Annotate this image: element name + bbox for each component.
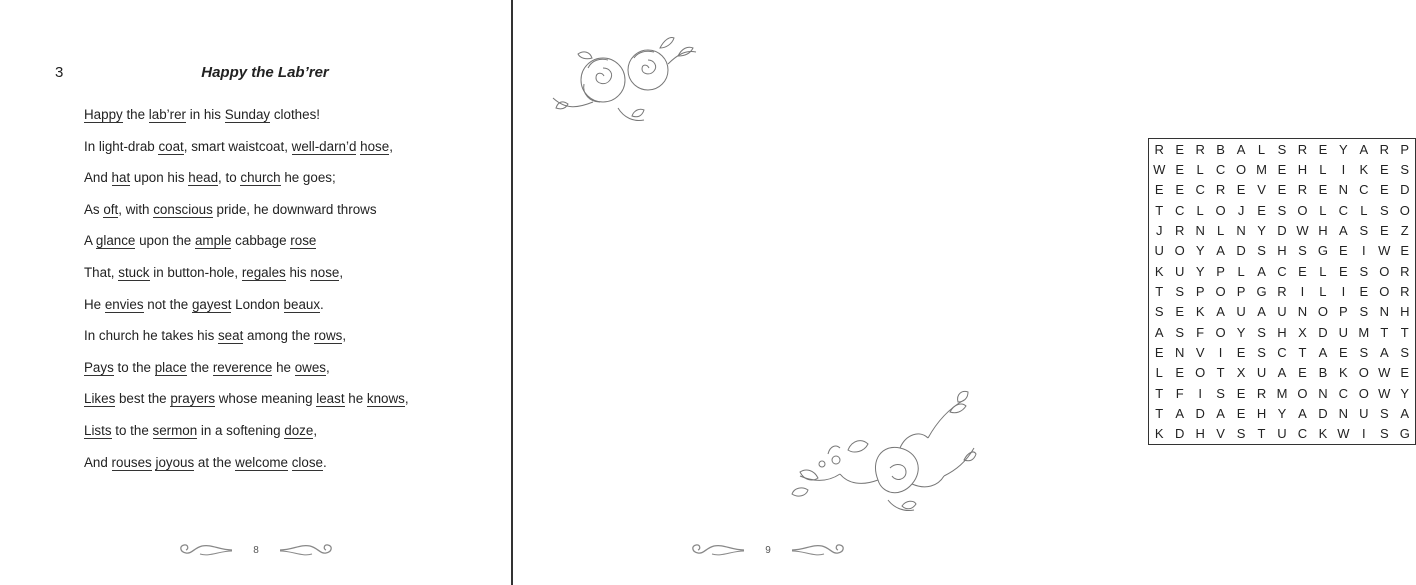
poem-text: . bbox=[320, 296, 324, 312]
grid-letter: N bbox=[1338, 405, 1349, 421]
poem-line bbox=[84, 136, 409, 168]
right-flourish-icon bbox=[278, 540, 338, 560]
grid-letter: T bbox=[1216, 365, 1225, 381]
hidden-word: well-darn’d bbox=[291, 138, 357, 154]
poem-text: In church he takes his bbox=[84, 328, 218, 344]
grid-letter: E bbox=[1379, 222, 1389, 238]
poem-text: , bbox=[389, 138, 393, 154]
grid-letter: A bbox=[1154, 324, 1164, 340]
poem-line bbox=[84, 325, 409, 357]
grid-letter: L bbox=[1155, 365, 1163, 381]
page-number: 9 bbox=[765, 545, 771, 556]
grid-letter: O bbox=[1195, 365, 1206, 381]
grid-letter: E bbox=[1175, 304, 1185, 320]
poem-text: That, bbox=[84, 264, 119, 280]
grid-letter: D bbox=[1318, 405, 1328, 421]
grid-letter: A bbox=[1257, 263, 1266, 279]
grid-letter: Y bbox=[1257, 222, 1266, 238]
grid-letter: Y bbox=[1339, 141, 1348, 157]
grid-letter: R bbox=[1174, 222, 1185, 238]
grid-letter: A bbox=[1379, 344, 1389, 360]
poem-text: , bbox=[325, 359, 330, 375]
grid-letter: C bbox=[1195, 182, 1205, 198]
hidden-word: rose bbox=[290, 233, 317, 249]
grid-letter: W bbox=[1337, 426, 1350, 442]
hidden-word: gayest bbox=[191, 296, 232, 312]
grid-letter: E bbox=[1400, 243, 1410, 259]
grid-letter: B bbox=[1318, 365, 1328, 381]
hidden-word: Pays bbox=[84, 359, 114, 375]
grid-letter: S bbox=[1257, 344, 1266, 360]
grid-letter: E bbox=[1379, 182, 1389, 198]
grid-letter: E bbox=[1277, 161, 1287, 177]
grid-letter: S bbox=[1257, 243, 1266, 259]
grid-letter: B bbox=[1216, 141, 1225, 157]
grid-letter: N bbox=[1338, 182, 1349, 198]
right-page-folio bbox=[658, 540, 878, 566]
grid-letter: R bbox=[1195, 141, 1205, 157]
grid-letter: H bbox=[1318, 222, 1328, 238]
grid-letter: R bbox=[1379, 141, 1389, 157]
grid-letter: L bbox=[1257, 141, 1266, 157]
poem-text: he bbox=[272, 359, 295, 375]
grid-letter: R bbox=[1154, 141, 1164, 157]
poem-line bbox=[84, 104, 409, 136]
grid-letter: H bbox=[1400, 304, 1410, 320]
grid-letter: Y bbox=[1195, 263, 1205, 279]
hidden-word: nose bbox=[310, 264, 340, 280]
grid-letter: E bbox=[1257, 202, 1266, 218]
grid-letter: S bbox=[1216, 385, 1225, 401]
poem-body bbox=[84, 104, 409, 483]
grid-letter: E bbox=[1298, 263, 1307, 279]
grid-letter: U bbox=[1359, 405, 1369, 421]
grid-letter: S bbox=[1277, 141, 1287, 157]
hidden-word: least bbox=[316, 391, 345, 407]
grid-letter: O bbox=[1297, 385, 1308, 401]
grid-letter: D bbox=[1318, 324, 1328, 340]
grid-letter: E bbox=[1175, 161, 1185, 177]
poem-text: the bbox=[122, 107, 149, 122]
left-page-folio bbox=[146, 540, 366, 566]
grid-letter: W bbox=[1296, 222, 1309, 238]
grid-letter: A bbox=[1359, 141, 1369, 157]
grid-letter: O bbox=[1215, 283, 1226, 299]
grid-letter: S bbox=[1400, 344, 1410, 360]
grid-letter: E bbox=[1236, 385, 1246, 401]
grid-letter: E bbox=[1379, 161, 1389, 177]
hidden-word: beaux bbox=[283, 296, 321, 312]
grid-letter: E bbox=[1359, 283, 1369, 299]
grid-letter: N bbox=[1318, 385, 1328, 401]
grid-letter: W bbox=[1153, 161, 1166, 177]
grid-letter: K bbox=[1154, 263, 1164, 279]
grid-letter: I bbox=[1341, 161, 1346, 177]
grid-letter: E bbox=[1175, 365, 1185, 381]
grid-letter: I bbox=[1341, 283, 1346, 299]
grid-letter: O bbox=[1174, 243, 1185, 259]
hidden-word: hose bbox=[360, 138, 390, 154]
grid-letter: E bbox=[1277, 182, 1287, 198]
poem-line bbox=[84, 167, 409, 199]
poem-text: in his bbox=[186, 107, 225, 122]
grid-letter: R bbox=[1277, 283, 1287, 299]
hidden-word: lab’rer bbox=[148, 107, 186, 122]
grid-letter: O bbox=[1379, 263, 1390, 279]
poem-text: , with bbox=[118, 201, 154, 217]
poem-text: And bbox=[84, 170, 112, 186]
poem-text: pride, he downward throws bbox=[212, 201, 377, 217]
grid-letter: I bbox=[1218, 344, 1223, 360]
grid-letter: S bbox=[1175, 283, 1185, 299]
poem-text: He bbox=[84, 296, 105, 312]
hidden-word: rouses bbox=[111, 454, 152, 470]
grid-letter: D bbox=[1195, 405, 1205, 421]
page-number: 8 bbox=[253, 545, 259, 556]
grid-letter: O bbox=[1215, 324, 1226, 340]
hidden-word: place bbox=[154, 359, 187, 375]
grid-letter: H bbox=[1297, 161, 1308, 177]
grid-letter: V bbox=[1257, 182, 1266, 198]
grid-letter: E bbox=[1339, 344, 1348, 360]
grid-letter: G bbox=[1256, 283, 1267, 299]
grid-letter: T bbox=[1298, 344, 1307, 360]
grid-letter: P bbox=[1400, 141, 1410, 157]
poem-text: , bbox=[339, 264, 344, 280]
grid-letter: H bbox=[1256, 405, 1267, 421]
grid-letter: S bbox=[1298, 243, 1307, 259]
grid-letter: W bbox=[1378, 385, 1391, 401]
grid-letter: S bbox=[1359, 344, 1369, 360]
grid-letter: T bbox=[1155, 202, 1164, 218]
right-page bbox=[513, 0, 1410, 585]
grid-letter: T bbox=[1155, 405, 1164, 421]
grid-letter: G bbox=[1399, 426, 1410, 442]
grid-letter: C bbox=[1338, 385, 1349, 401]
hidden-word: close bbox=[291, 454, 323, 470]
poem-text: the bbox=[186, 359, 213, 375]
grid-letter: T bbox=[1257, 426, 1266, 442]
grid-letter: U bbox=[1338, 324, 1349, 340]
grid-letter: U bbox=[1236, 304, 1246, 320]
hidden-word: sermon bbox=[152, 422, 198, 438]
poem-text: clothes! bbox=[270, 107, 320, 122]
grid-letter: O bbox=[1358, 385, 1369, 401]
grid-letter: E bbox=[1236, 405, 1246, 421]
grid-letter: C bbox=[1338, 202, 1349, 218]
grid-letter: C bbox=[1174, 202, 1185, 218]
poem-text: among the bbox=[243, 328, 315, 344]
hidden-word: coat bbox=[158, 138, 184, 154]
hidden-word: seat bbox=[217, 328, 244, 344]
grid-letter: U bbox=[1154, 243, 1164, 259]
poem-line bbox=[84, 388, 409, 420]
poem-line bbox=[84, 420, 409, 452]
grid-letter: U bbox=[1174, 263, 1185, 279]
grid-letter: O bbox=[1399, 202, 1410, 218]
poem-text: A bbox=[84, 233, 96, 249]
grid-letter: H bbox=[1195, 426, 1205, 442]
hidden-word: envies bbox=[104, 296, 144, 312]
grid-letter: E bbox=[1298, 365, 1307, 381]
hidden-word: knows bbox=[366, 391, 405, 407]
poem-number: 3 bbox=[55, 64, 64, 81]
grid-letter: W bbox=[1378, 365, 1391, 381]
hidden-word: prayers bbox=[170, 391, 216, 407]
grid-letter: Z bbox=[1400, 222, 1409, 238]
grid-letter: Y bbox=[1277, 405, 1287, 421]
grid-letter: D bbox=[1277, 222, 1287, 238]
grid-letter: C bbox=[1297, 426, 1308, 442]
grid-letter: P bbox=[1195, 283, 1205, 299]
grid-letter: O bbox=[1297, 202, 1308, 218]
poem-text: not the bbox=[143, 296, 192, 312]
grid-letter: L bbox=[1319, 161, 1327, 177]
grid-letter: E bbox=[1175, 141, 1185, 157]
grid-letter: P bbox=[1236, 283, 1246, 299]
hidden-word: Lists bbox=[84, 422, 112, 438]
hidden-word: conscious bbox=[153, 201, 213, 217]
grid-letter: A bbox=[1236, 141, 1246, 157]
grid-letter: V bbox=[1195, 344, 1205, 360]
grid-letter: K bbox=[1318, 426, 1328, 442]
word-search-grid bbox=[1148, 138, 1416, 445]
poem-text: to the bbox=[113, 359, 155, 375]
grid-letter: L bbox=[1360, 202, 1368, 218]
grid-letter: I bbox=[1198, 385, 1202, 401]
grid-letter: F bbox=[1175, 385, 1184, 401]
grid-letter: C bbox=[1215, 161, 1226, 177]
poem-text: in button-hole, bbox=[149, 264, 242, 280]
grid-letter: S bbox=[1359, 263, 1369, 279]
poem-text: upon his bbox=[130, 170, 189, 186]
grid-letter: H bbox=[1277, 324, 1287, 340]
grid-letter: L bbox=[1319, 283, 1327, 299]
grid-letter: T bbox=[1380, 324, 1389, 340]
grid-letter: E bbox=[1400, 365, 1410, 381]
poem-line bbox=[84, 357, 409, 389]
poem-text: , to bbox=[218, 170, 241, 186]
poem-text: . bbox=[323, 454, 327, 470]
grid-letter: W bbox=[1378, 243, 1391, 259]
grid-letter: Y bbox=[1195, 243, 1205, 259]
hidden-word: regales bbox=[241, 264, 286, 280]
grid-letter: R bbox=[1215, 182, 1226, 198]
grid-letter: T bbox=[1400, 324, 1409, 340]
grid-letter: N bbox=[1379, 304, 1389, 320]
poem-text: at the bbox=[194, 454, 236, 470]
grid-letter: T bbox=[1155, 283, 1164, 299]
grid-letter: I bbox=[1362, 243, 1366, 259]
poem-text: , bbox=[313, 422, 318, 438]
grid-letter: S bbox=[1379, 405, 1389, 421]
grid-letter: A bbox=[1216, 405, 1225, 421]
poem-line bbox=[84, 452, 409, 484]
poem-line bbox=[84, 294, 409, 326]
grid-letter: A bbox=[1175, 405, 1185, 421]
grid-letter: R bbox=[1297, 141, 1308, 157]
poem-text: , bbox=[342, 328, 347, 344]
grid-letter: A bbox=[1216, 304, 1225, 320]
hidden-word: owes bbox=[294, 359, 326, 375]
hidden-word: reverence bbox=[212, 359, 273, 375]
grid-letter: A bbox=[1216, 243, 1225, 259]
grid-letter: L bbox=[1319, 202, 1327, 218]
grid-letter: R bbox=[1297, 182, 1308, 198]
grid-letter: S bbox=[1236, 426, 1246, 442]
poem-text: In light-drab bbox=[84, 138, 159, 154]
poem-text: cabbage bbox=[231, 233, 291, 249]
grid-letter: Y bbox=[1236, 324, 1246, 340]
grid-letter: G bbox=[1317, 243, 1328, 259]
grid-letter: A bbox=[1318, 344, 1328, 360]
poem-text: best the bbox=[115, 391, 171, 407]
hidden-word: church bbox=[240, 170, 281, 186]
poem-line bbox=[84, 230, 409, 262]
grid-letter: E bbox=[1236, 344, 1246, 360]
grid-letter: A bbox=[1298, 405, 1307, 421]
grid-letter: P bbox=[1216, 263, 1225, 279]
poem-text: And bbox=[84, 454, 112, 470]
hidden-word: Happy bbox=[84, 107, 123, 122]
grid-letter: E bbox=[1339, 263, 1348, 279]
hidden-word: joyous bbox=[155, 454, 195, 470]
grid-letter: K bbox=[1195, 304, 1205, 320]
hidden-word: head bbox=[188, 170, 219, 186]
grid-letter: I bbox=[1300, 283, 1305, 299]
grid-letter: S bbox=[1154, 304, 1164, 320]
poem-text: whose meaning bbox=[215, 391, 317, 407]
grid-letter: O bbox=[1215, 202, 1226, 218]
poem-line bbox=[84, 199, 409, 231]
flower-illustration-icon bbox=[778, 390, 978, 520]
grid-letter: U bbox=[1256, 365, 1267, 381]
poem-text: upon the bbox=[135, 233, 195, 249]
grid-letter: L bbox=[1319, 263, 1327, 279]
right-flourish-icon bbox=[790, 540, 850, 560]
grid-letter: Y bbox=[1400, 385, 1410, 401]
grid-letter: A bbox=[1277, 365, 1287, 381]
grid-letter: K bbox=[1339, 365, 1348, 381]
hidden-word: Likes bbox=[84, 391, 116, 407]
hidden-word: oft bbox=[103, 201, 119, 217]
grid-letter: U bbox=[1277, 426, 1287, 442]
hidden-word: stuck bbox=[118, 264, 150, 280]
grid-letter: L bbox=[1216, 222, 1225, 238]
hidden-word: glance bbox=[95, 233, 136, 249]
grid-letter: O bbox=[1358, 365, 1369, 381]
poem-text: he goes; bbox=[280, 170, 336, 186]
grid-letter: L bbox=[1237, 263, 1245, 279]
grid-letter: S bbox=[1359, 222, 1369, 238]
grid-letter: S bbox=[1175, 324, 1185, 340]
grid-letter: A bbox=[1339, 222, 1348, 238]
grid-letter: C bbox=[1277, 263, 1287, 279]
grid-letter: E bbox=[1236, 182, 1246, 198]
grid-letter: T bbox=[1155, 385, 1164, 401]
grid-letter: X bbox=[1298, 324, 1307, 340]
rose-illustration-icon bbox=[548, 28, 698, 133]
grid-letter: S bbox=[1359, 304, 1369, 320]
grid-letter: I bbox=[1362, 426, 1366, 442]
grid-letter: E bbox=[1175, 182, 1185, 198]
hidden-word: welcome bbox=[235, 454, 288, 470]
poem-title: Happy the Lab’rer bbox=[201, 64, 329, 81]
poem-text: , bbox=[404, 391, 409, 407]
grid-letter: N bbox=[1174, 344, 1185, 360]
grid-letter: S bbox=[1379, 202, 1389, 218]
grid-letter: M bbox=[1276, 385, 1288, 401]
grid-letter: O bbox=[1379, 283, 1390, 299]
grid-letter: N bbox=[1236, 222, 1246, 238]
grid-letter: V bbox=[1216, 426, 1225, 442]
grid-letter: K bbox=[1359, 161, 1369, 177]
grid-letter: M bbox=[1358, 324, 1370, 340]
grid-letter: O bbox=[1236, 161, 1247, 177]
grid-letter: R bbox=[1400, 283, 1410, 299]
grid-letter: N bbox=[1195, 222, 1205, 238]
hidden-word: ample bbox=[194, 233, 232, 249]
grid-letter: J bbox=[1155, 222, 1163, 238]
grid-letter: R bbox=[1256, 385, 1267, 401]
grid-letter: P bbox=[1339, 304, 1348, 320]
grid-letter: M bbox=[1256, 161, 1267, 177]
grid-letter: K bbox=[1154, 426, 1164, 442]
grid-letter: E bbox=[1154, 182, 1164, 198]
hidden-word: doze bbox=[284, 422, 314, 438]
grid-letter: U bbox=[1277, 304, 1287, 320]
grid-letter: A bbox=[1400, 405, 1410, 421]
grid-letter: S bbox=[1379, 426, 1389, 442]
poem-text: As bbox=[84, 201, 104, 217]
grid-letter: D bbox=[1400, 182, 1410, 198]
grid-letter: E bbox=[1154, 344, 1164, 360]
grid-letter: L bbox=[1196, 202, 1204, 218]
poem-text: he bbox=[344, 391, 367, 407]
grid-letter: E bbox=[1318, 182, 1328, 198]
grid-letter: F bbox=[1196, 324, 1205, 340]
left-page bbox=[0, 0, 511, 585]
grid-letter: H bbox=[1277, 243, 1287, 259]
grid-letter: A bbox=[1257, 304, 1266, 320]
poem-text: to the bbox=[111, 422, 153, 438]
grid-letter: S bbox=[1257, 324, 1266, 340]
poem-line bbox=[84, 262, 409, 294]
hidden-word: hat bbox=[111, 170, 131, 186]
grid-letter: S bbox=[1277, 202, 1287, 218]
poem-text: in a softening bbox=[197, 422, 285, 438]
grid-letter: R bbox=[1400, 263, 1410, 279]
grid-letter: J bbox=[1237, 202, 1245, 218]
hidden-word: Sunday bbox=[224, 107, 271, 122]
grid-letter: N bbox=[1297, 304, 1308, 320]
grid-letter: L bbox=[1196, 161, 1204, 177]
grid-letter: O bbox=[1317, 304, 1328, 320]
grid-letter: E bbox=[1318, 141, 1328, 157]
poem-text: his bbox=[285, 264, 311, 280]
grid-letter: X bbox=[1236, 365, 1246, 381]
grid-letter: D bbox=[1174, 426, 1185, 442]
hidden-word: rows bbox=[314, 328, 343, 344]
grid-letter: C bbox=[1277, 344, 1287, 360]
grid-letter: D bbox=[1236, 243, 1246, 259]
poem-text: London bbox=[231, 296, 284, 312]
grid-letter: C bbox=[1359, 182, 1369, 198]
poem-text: , smart waistcoat, bbox=[183, 138, 292, 154]
grid-letter: S bbox=[1400, 161, 1410, 177]
grid-letter: E bbox=[1339, 243, 1348, 259]
